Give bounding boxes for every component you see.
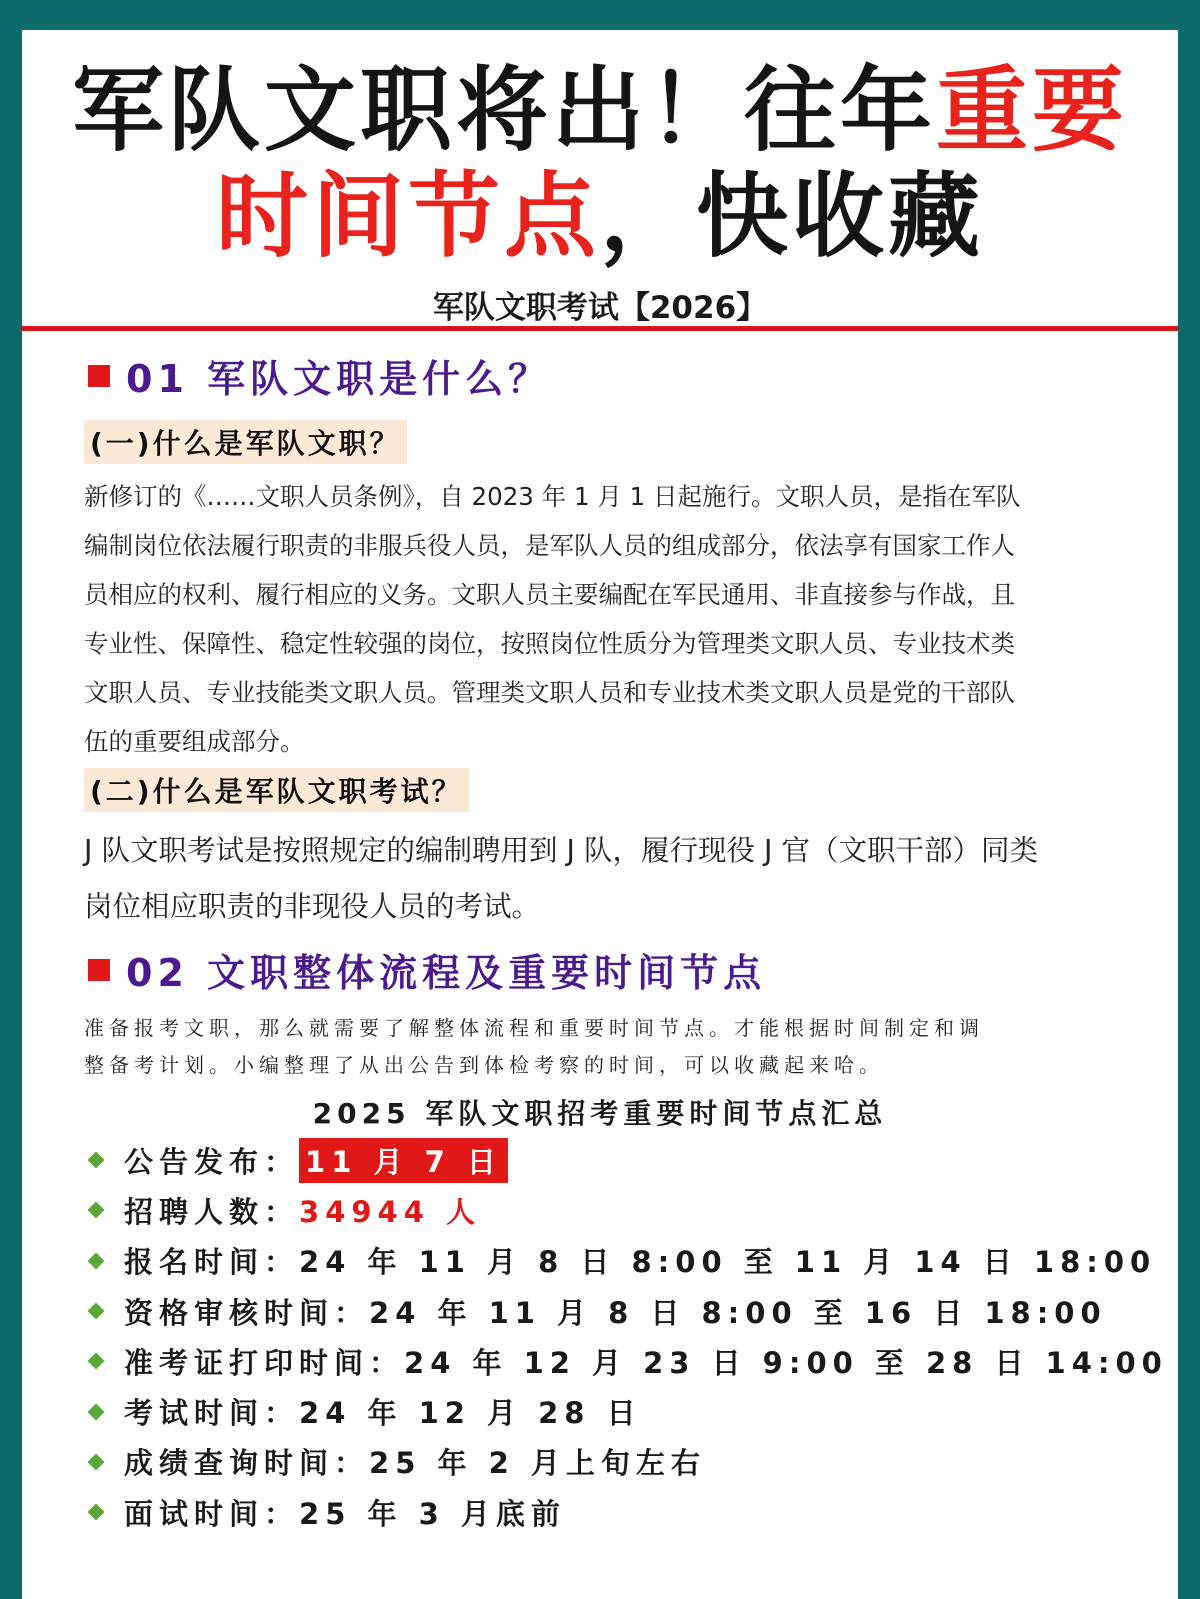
timeline-value: 24 年 11 月 8 日 8:00 至 11 月 14 日 18:00 bbox=[299, 1245, 1157, 1280]
timeline-item-exam bbox=[84, 1386, 1168, 1436]
green-diamond-icon bbox=[88, 1252, 105, 1269]
green-diamond-icon bbox=[88, 1504, 105, 1521]
green-diamond-icon bbox=[88, 1403, 105, 1420]
timeline-value: 25 年 3 月底前 bbox=[299, 1496, 566, 1531]
timeline-item-announcement bbox=[84, 1135, 1168, 1185]
poster-page bbox=[22, 30, 1178, 1599]
summary-title: 2025 军队文职招考重要时间节点汇总 bbox=[312, 1097, 888, 1130]
title-line-2-highlight: 时间节点 bbox=[215, 163, 600, 270]
question-1-heading: (一)什么是军队文职？ bbox=[84, 420, 407, 464]
timeline-list bbox=[84, 1135, 1168, 1537]
timeline-label: 资格审核时间： bbox=[124, 1295, 370, 1330]
timeline-label: 面试时间： bbox=[124, 1496, 300, 1531]
timeline-item-score-query bbox=[84, 1437, 1168, 1487]
answer-1-line: 编制岗位依法履行职责的非服兵役人员，是军队人员的组成部分，依法享有国家工作人 bbox=[84, 531, 1015, 560]
timeline-item-qualification-review bbox=[84, 1286, 1168, 1336]
answer-1-paragraph bbox=[84, 472, 1114, 766]
timeline-value: 24 年 12 月 28 日 bbox=[299, 1396, 642, 1431]
answer-2-paragraph bbox=[84, 823, 1114, 935]
timeline-item-headcount bbox=[84, 1185, 1168, 1235]
timeline-value-highlighted: 11 月 7 日 bbox=[299, 1138, 508, 1183]
title-line-2 bbox=[22, 158, 1178, 276]
title-line-1 bbox=[22, 52, 1178, 170]
title-line-1-main: 军队文职将出！往年 bbox=[71, 57, 936, 164]
timeline-value: 24 年 11 月 8 日 8:00 至 16 日 18:00 bbox=[369, 1295, 1107, 1330]
section-2-heading bbox=[88, 942, 766, 997]
timeline-item-registration bbox=[84, 1236, 1168, 1286]
title-line-1-highlight: 重要 bbox=[936, 57, 1129, 164]
answer-2-line: 岗位相应职责的非现役人员的考试。 bbox=[84, 890, 541, 923]
section-2-heading-text: 02 文职整体流程及重要时间节点 bbox=[126, 951, 767, 995]
timeline-label: 招聘人数： bbox=[124, 1194, 300, 1229]
green-diamond-icon bbox=[88, 1353, 105, 1370]
green-diamond-icon bbox=[88, 1453, 105, 1470]
section-1-heading-text: 01 军队文职是什么？ bbox=[126, 357, 552, 401]
answer-1-line: 文职人员、专业技能类文职人员。管理类文职人员和专业技术类文职人员是党的干部队 bbox=[84, 678, 1015, 707]
timeline-item-admission-ticket bbox=[84, 1336, 1168, 1386]
green-diamond-icon bbox=[88, 1202, 105, 1219]
green-diamond-icon bbox=[88, 1152, 105, 1169]
answer-2-line: J 队文职考试是按照规定的编制聘用到 J 队，履行现役 J 官（文职干部）同类 bbox=[84, 834, 1039, 867]
timeline-value-red: 34944 人 bbox=[299, 1194, 482, 1229]
timeline-label: 报名时间： bbox=[124, 1245, 300, 1280]
timeline-label: 考试时间： bbox=[124, 1396, 300, 1431]
title-line-2-main: ，快收藏 bbox=[600, 163, 985, 270]
timeline-item-interview bbox=[84, 1487, 1168, 1537]
green-diamond-icon bbox=[88, 1303, 105, 1320]
question-2-heading: (二)什么是军队文职考试？ bbox=[84, 768, 469, 812]
timeline-value: 25 年 2 月上旬左右 bbox=[369, 1446, 706, 1481]
answer-1-line: 伍的重要组成部分。 bbox=[84, 727, 305, 756]
answer-1-line: 专业性、保障性、稳定性较强的岗位，按照岗位性质分为管理类文职人员、专业技术类 bbox=[84, 629, 1015, 658]
timeline-value: 24 年 12 月 23 日 9:00 至 28 日 14:00 bbox=[404, 1345, 1168, 1380]
intro-line: 准备报考文职，那么就需要了解整体流程和重要时间节点。才能根据时间制定和调 bbox=[84, 1016, 984, 1040]
subtitle: 军队文职考试【2026】 bbox=[432, 290, 768, 326]
timeline-label: 成绩查询时间： bbox=[124, 1446, 370, 1481]
section-1-heading bbox=[88, 348, 551, 403]
intro-line: 整备考计划。小编整理了从出公告到体检考察的时间，可以收藏起来哈。 bbox=[84, 1053, 884, 1077]
red-square-icon bbox=[88, 365, 110, 387]
answer-1-line: 员相应的权利、履行相应的义务。文职人员主要编配在军民通用、非直接参与作战，且 bbox=[84, 580, 1015, 609]
timeline-label: 公告发布： bbox=[124, 1144, 300, 1179]
timeline-label: 准考证打印时间： bbox=[124, 1345, 405, 1380]
section-2-intro bbox=[84, 1010, 1114, 1084]
red-square-icon bbox=[88, 959, 110, 981]
answer-1-line: 新修订的《……文职人员条例》，自 2023 年 1 月 1 日起施行。文职人员，是指在军队 bbox=[84, 482, 1021, 511]
divider bbox=[22, 326, 1178, 331]
